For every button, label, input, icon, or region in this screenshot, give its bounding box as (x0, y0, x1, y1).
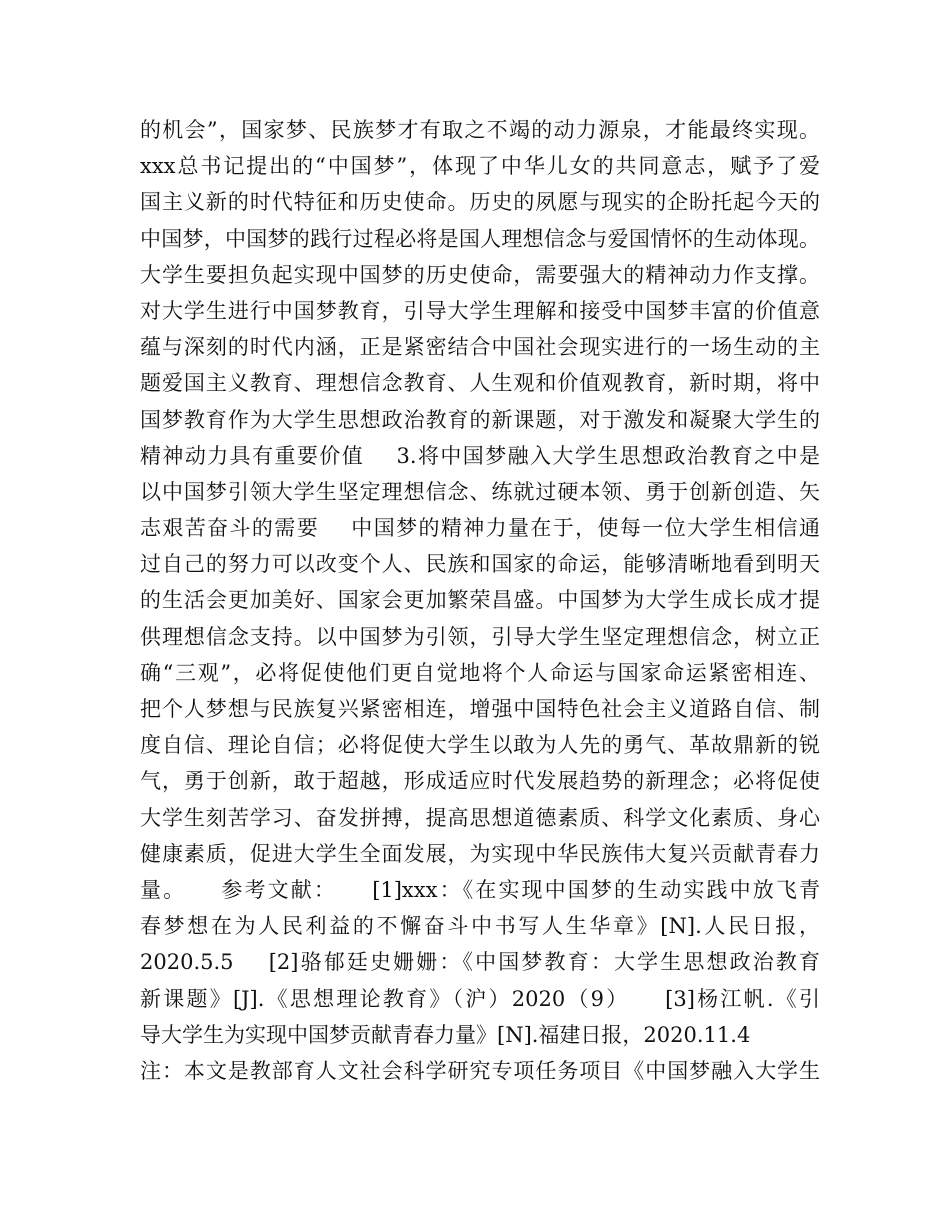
text-line: xxx总书记提出的“中国梦”，体现了中华儿女的共同意志，赋予了爱 (140, 154, 820, 179)
text-line: 蕴与深刻的时代内涵，正是紧密结合中国社会现实进行的一场生动的主 (140, 335, 820, 360)
text-line: 健康素质，促进大学生全面发展，为实现中华民族伟大复兴贡献青春力 (140, 841, 820, 866)
reference-line: 量。 参考文献： [1]xxx：《在实现中国梦的生动实践中放飞青 (140, 877, 820, 902)
reference-line: 新课题》[J].《思想理论教育》（沪）2020（9） [3]杨江帆.《引 (140, 986, 820, 1011)
text-line: 以中国梦引领大学生坚定理想信念、练就过硬本领、勇于创新创造、矢 (140, 479, 820, 504)
body-text (140, 112, 820, 1089)
reference-line: 导大学生为实现中国梦贡献青春力量》[N].福建日报，2020.11.4 (140, 1022, 751, 1047)
text-line: 确“三观”，必将促使他们更自觉地将个人命运与国家命运紧密相连、 (140, 660, 820, 685)
reference-line: 春梦想在为人民利益的不懈奋斗中书写人生华章》[N].人民日报， (140, 914, 820, 939)
text-line: 过自己的努力可以改变个人、民族和国家的命运，能够清晰地看到明天 (140, 552, 820, 577)
text-line: 大学生刻苦学习、奋发拼搏，提高思想道德素质、科学文化素质、身心 (140, 805, 820, 830)
text-line: 气，勇于创新，敢于超越，形成适应时代发展趋势的新理念；必将促使 (140, 769, 820, 794)
text-line: 的机会”，国家梦、民族梦才有取之不竭的动力源泉，才能最终实现。 (140, 118, 820, 142)
text-line: 度自信、理论自信；必将促使大学生以敢为人先的勇气、革故鼎新的锐 (140, 733, 820, 758)
text-line: 国梦教育作为大学生思想政治教育的新课题，对于激发和凝聚大学生的 (140, 407, 820, 432)
text-line: 中国梦，中国梦的践行过程必将是国人理想信念与爱国情怀的生动体现。 (140, 226, 820, 251)
text-line: 题爱国主义教育、理想信念教育、人生观和价值观教育，新时期，将中 (140, 371, 820, 396)
text-line: 把个人梦想与民族复兴紧密相连，增强中国特色社会主义道路自信、制 (140, 697, 820, 721)
text-line: 的生活会更加美好、国家会更加繁荣昌盛。中国梦为大学生成长成才提 (140, 588, 820, 613)
note-line: 注：本文是教部育人文社会科学研究专项任务项目《中国梦融入大学生 (140, 1058, 820, 1083)
text-line: 国主义新的时代特征和历史使命。历史的夙愿与现实的企盼托起今天的 (140, 190, 820, 215)
text-line: 大学生要担负起实现中国梦的历史使命，需要强大的精神动力作支撑。 (140, 262, 820, 287)
text-line: 供理想信念支持。以中国梦为引领，引导大学生坚定理想信念，树立正 (140, 624, 820, 649)
text-line: 对大学生进行中国梦教育，引导大学生理解和接受中国梦丰富的价值意 (140, 298, 820, 323)
text-line: 志艰苦奋斗的需要 中国梦的精神力量在于，使每一位大学生相信通 (140, 516, 820, 541)
text-line: 精神动力具有重要价值 3.将中国梦融入大学生思想政治教育之中是 (140, 443, 820, 468)
reference-line: 2020.5.5 [2]骆郁廷史姗姗：《中国梦教育：大学生思想政治教育 (140, 950, 820, 975)
